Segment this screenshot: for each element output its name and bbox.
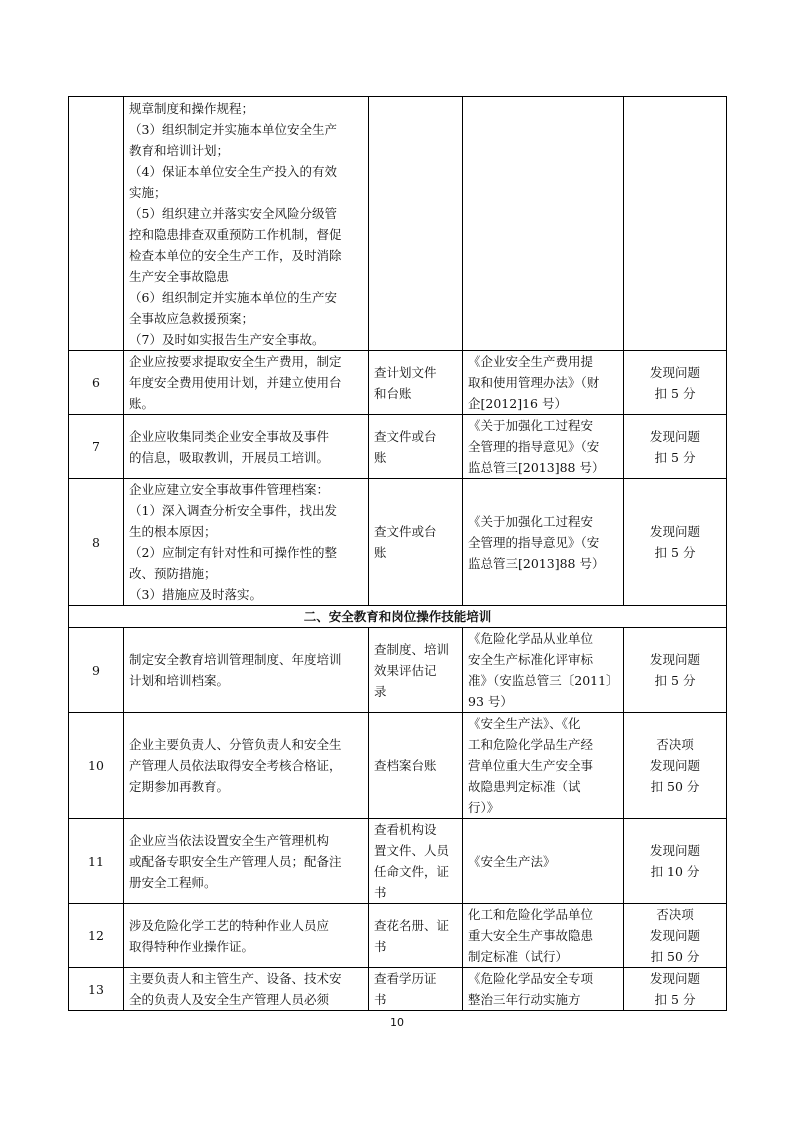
cell-line: 《企业安全生产费用提 [468,354,594,369]
content-cell [124,97,369,351]
method-cell [369,713,463,819]
cell-line: 或配备专职安全生产管理人员；配备注 [129,853,342,869]
cell-line: 扣 5 分 [654,992,696,1007]
deduction-cell [624,904,727,968]
cell-line: 工和危险化学品生产经 [468,737,594,752]
cell-line: 任命文件，证 [374,864,450,879]
cell-line: 扣 50 分 [650,949,700,964]
cell-line: 录 [374,683,387,699]
cell-line: 发现问题 [649,971,700,986]
row-number-cell: 10 [69,713,124,819]
cell-line: 全事故应急救援预案； [129,311,255,326]
cell-line: 监总管三[2013]88 号） [468,460,605,475]
cell-line: 账 [374,545,387,560]
section-title: 二、安全教育和岗位操作技能培训 [69,606,727,628]
basis-cell [463,904,624,968]
cell-line: 发现问题 [649,758,700,773]
row-number-cell: 9 [69,628,124,713]
table-row [69,351,727,415]
cell-line: 年度安全费用使用计划，并建立使用台 [129,375,342,390]
cell-line: 全管理的指导意见》（安 [468,439,600,454]
row-number-cell: 13 [69,968,124,1011]
cell-line: 整治三年行动实施方 [468,992,581,1007]
cell-line: 扣 10 分 [650,864,700,879]
cell-line: 扣 5 分 [654,449,696,465]
table-row [69,479,727,606]
cell-line: 化工和危险化学品单位 [468,907,594,922]
cell-line: 故隐患判定标准（试 [468,779,581,794]
cell-line: 企业主要负责人、分管负责人和安全生 [129,737,342,752]
method-cell [369,479,463,606]
cell-line: 扣 5 分 [654,545,696,560]
cell-line: 扣 5 分 [654,673,696,688]
deduction-cell [624,351,727,415]
cell-line: 的信息，吸取教训，开展员工培训。 [129,449,330,465]
table-row [69,819,727,904]
cell-line: 查看机构设 [374,822,437,837]
cell-line: 《安全生产法》、《化 [468,716,581,731]
cell-line: 定期参加再教育。 [129,779,230,794]
cell-line: 账 [374,449,387,465]
cell-line: 行）》 [468,800,500,815]
method-cell [369,819,463,904]
cell-line: 改、预防措施； [129,566,217,581]
row-number-cell: 12 [69,904,124,968]
basis-cell [463,479,624,606]
cell-line: （7）及时如实报告生产安全事故。 [129,332,325,347]
basis-cell [463,351,624,415]
cell-line: 否决项 [656,737,694,752]
table-row [69,713,727,819]
method-cell [369,904,463,968]
table-row [69,97,727,351]
cell-line: 93 号） [468,694,513,709]
cell-line: 书 [374,885,387,900]
cell-line: 监总管三[2013]88 号） [468,555,605,571]
row-number-cell: 11 [69,819,124,904]
cell-line: 企[2012]16 号） [468,396,567,411]
cell-line: 取和使用管理办法》（财 [468,375,600,390]
content-cell [124,904,369,968]
cell-line: 计划和培训档案。 [129,673,230,688]
cell-line: 发现问题 [649,428,700,444]
deduction-cell [624,628,727,713]
row-number-cell [69,97,124,351]
deduction-cell [624,97,727,351]
section-header-row [69,606,727,628]
cell-line: 营单位重大生产安全事 [468,758,594,773]
table-row [69,904,727,968]
cell-line: 规章制度和操作规程； [129,101,255,116]
cell-line: 安全生产标准化评审标 [468,652,594,667]
method-cell [369,97,463,351]
cell-line: 全管理的指导意见》（安 [468,534,600,550]
method-cell [369,628,463,713]
basis-cell [463,968,624,1011]
cell-line: 企业应按要求提取安全生产费用，制定 [129,354,342,369]
cell-line: 教育和培训计划； [129,143,230,158]
cell-line: （3）措施应及时落实。 [129,587,262,602]
cell-line: 效果评估记 [374,662,437,678]
table-row [69,628,727,713]
content-cell [124,415,369,479]
content-cell [124,968,369,1011]
deduction-cell [624,479,727,606]
method-cell [369,415,463,479]
cell-line: 主要负责人和主管生产、设备、技术安 [129,971,342,986]
cell-line: 查花名册、证 [374,917,450,933]
cell-line: 查文件或台 [374,428,437,444]
cell-line: 全的负责人及安全生产管理人员必须 [129,992,330,1007]
cell-line: 《危险化学品安全专项 [468,971,594,986]
cell-line: 书 [374,938,387,954]
content-cell [124,479,369,606]
cell-line: 企业应建立安全事故事件管理档案： [129,482,330,497]
basis-cell [463,97,624,351]
cell-line: （2）应制定有针对性和可操作性的整 [129,545,337,560]
cell-line: 发现问题 [649,364,700,380]
cell-line: 置文件、人员 [374,843,450,858]
content-cell [124,713,369,819]
content-cell [124,819,369,904]
cell-line: 发现问题 [649,652,700,667]
cell-line: 查计划文件 [374,364,437,380]
cell-line: 查文件或台 [374,524,437,539]
cell-line: 《安全生产法》 [468,853,556,869]
row-number-cell: 6 [69,351,124,415]
cell-line: 书 [374,992,387,1007]
cell-line: 检查本单位的安全生产工作，及时消除 [129,248,342,263]
content-cell [124,628,369,713]
cell-line: （1）深入调查分析安全事件，找出发 [129,503,337,518]
row-number-cell: 7 [69,415,124,479]
basis-cell [463,628,624,713]
cell-line: 发现问题 [649,524,700,539]
cell-line: 实施； [129,185,167,200]
basis-cell [463,415,624,479]
deduction-cell [624,968,727,1011]
cell-line: 查制度、培训 [374,641,450,657]
basis-cell [463,713,624,819]
row-number-cell: 8 [69,479,124,606]
cell-line: 控和隐患排查双重预防工作机制，督促 [129,227,342,242]
cell-line: （5）组织建立并落实安全风险分级管 [129,206,337,221]
cell-line: 产管理人员依法取得安全考核合格证， [129,758,342,773]
basis-cell [463,819,624,904]
cell-line: 企业应收集同类企业安全事故及事件 [129,428,330,444]
cell-line: 《危险化学品从业单位 [468,631,594,646]
cell-line: 生产安全事故隐患 [129,269,230,284]
table-row [69,968,727,1011]
cell-line: 准》（安监总管三〔2011〕 [468,673,619,688]
cell-line: （6）组织制定并实施本单位的生产安 [129,290,337,305]
cell-line: 查看学历证 [374,971,437,986]
method-cell [369,351,463,415]
cell-line: 制定标准（试行） [468,949,569,964]
content-cell [124,351,369,415]
cell-line: （4）保证本单位安全生产投入的有效 [129,164,337,179]
cell-line: 企业应当依法设置安全生产管理机构 [129,832,330,848]
cell-line: 发现问题 [649,843,700,858]
deduction-cell [624,713,727,819]
inspection-table [68,96,727,1011]
deduction-cell [624,415,727,479]
cell-line: （3）组织制定并实施本单位安全生产 [129,122,337,137]
cell-line: 取得特种作业操作证。 [129,938,255,954]
cell-line: 涉及危险化学工艺的特种作业人员应 [129,917,330,933]
table-row [69,415,727,479]
cell-line: 生的根本原因； [129,524,217,539]
page-number: 10 [390,1016,404,1029]
deduction-cell [624,819,727,904]
cell-line: 扣 50 分 [650,779,700,794]
cell-line: 《关于加强化工过程安 [468,513,594,529]
cell-line: 账。 [129,396,155,411]
cell-line: 册安全工程师。 [129,874,217,890]
cell-line: 重大安全生产事故隐患 [468,928,594,943]
cell-line: 发现问题 [649,928,700,943]
cell-line: 查档案台账 [374,758,437,773]
method-cell [369,968,463,1011]
cell-line: 扣 5 分 [654,385,696,401]
cell-line: 否决项 [656,907,694,922]
cell-line: 《关于加强化工过程安 [468,418,594,433]
cell-line: 制定安全教育培训管理制度、年度培训 [129,652,342,667]
cell-line: 和台账 [374,385,412,401]
